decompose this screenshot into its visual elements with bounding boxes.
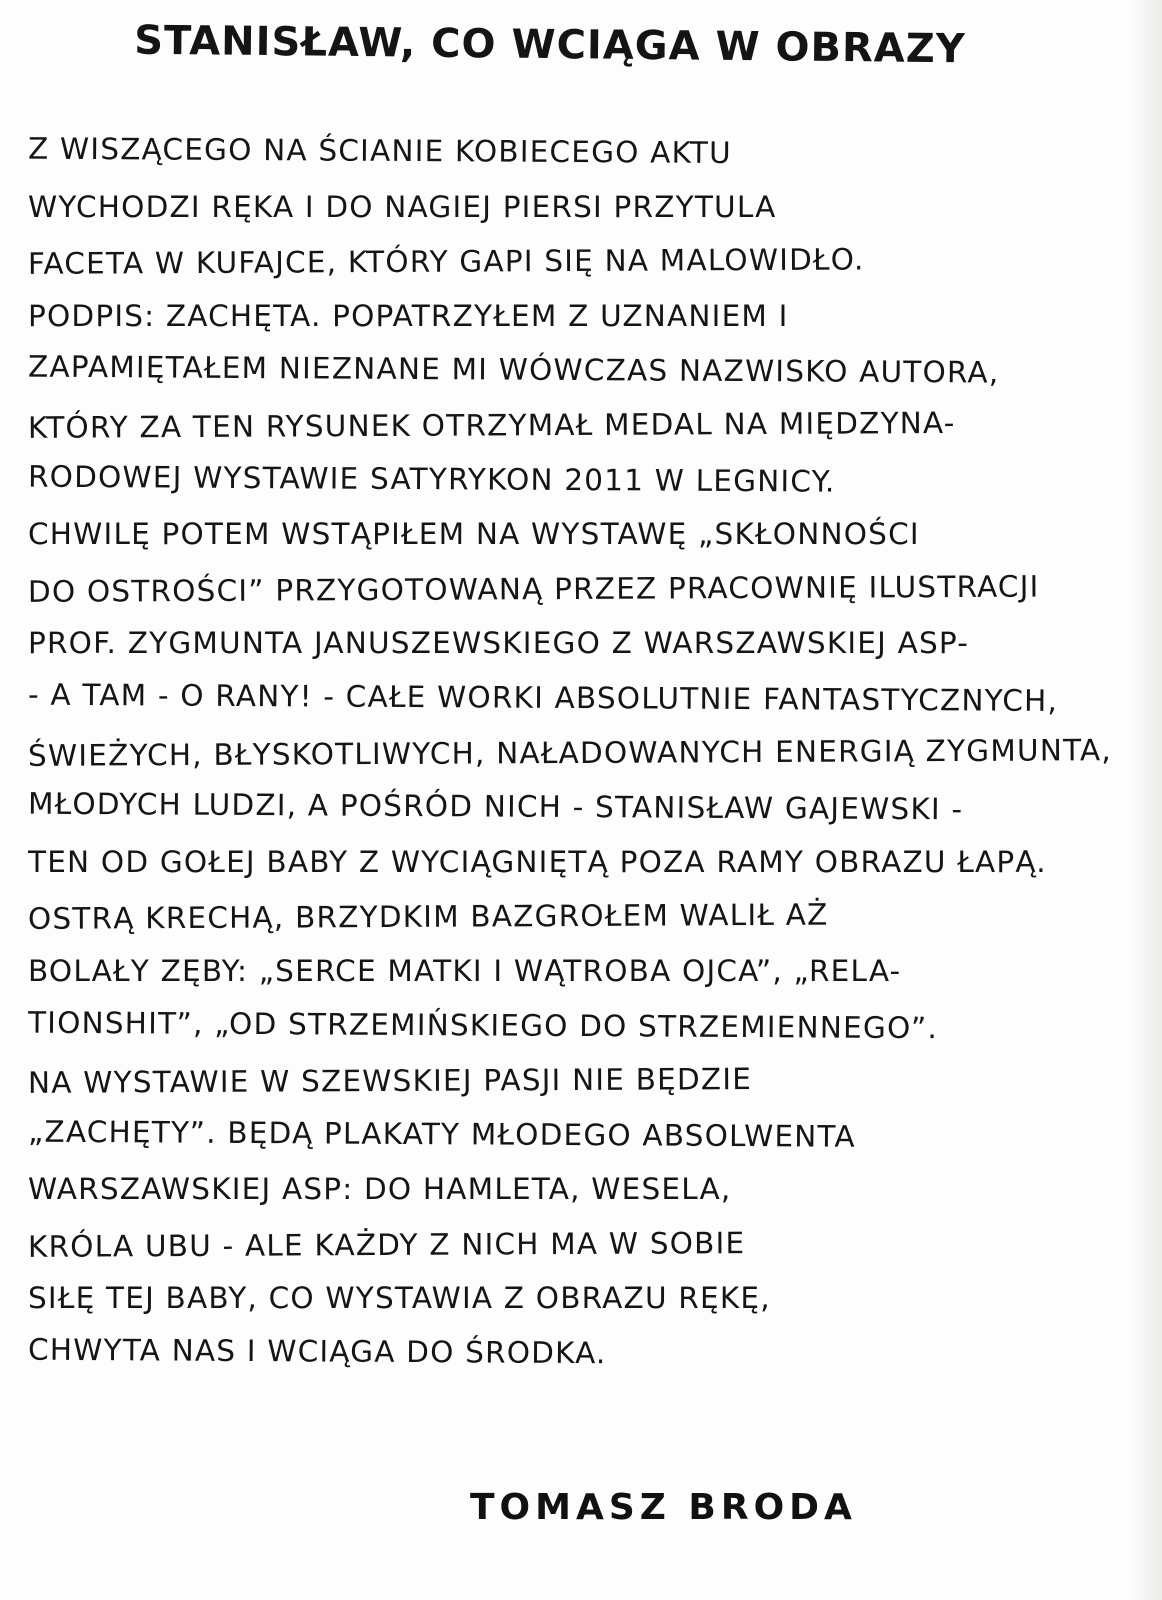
text-line: DO OSTROŚCI” PRZYGOTOWANĄ PRZEZ PRACOWNIĘ ILUSTRACJI xyxy=(27,569,1040,609)
text-line: ZAPAMIĘTAŁEM NIEZNANE MI WÓWCZAS NAZWISKO AUTORA, xyxy=(27,350,1000,390)
text-line: ŚWIEŻYCH, BŁYSKOTLIWYCH, NAŁADOWANYCH ENERGIĄ ZYGMUNTA, xyxy=(27,732,1113,773)
text-line: NA WYSTAWIE W SZEWSKIEJ PASJI NIE BĘDZIE xyxy=(27,1062,753,1100)
text-line: MŁODYCH LUDZI, A POŚRÓD NICH - STANISŁAW GAJEWSKI - xyxy=(27,786,964,827)
text-line: OSTRĄ KRECHĄ, BRZYDKIM BAZGROŁEM WALIŁ AŻ xyxy=(27,897,829,937)
text-line: „ZACHĘTY”. BĘDĄ PLAKATY MŁODEGO ABSOLWENTA xyxy=(27,1114,856,1154)
text-line: RODOWEJ WYSTAWIE SATYRYKON 2011 W LEGNICY. xyxy=(27,459,836,499)
text-line: WYCHODZI RĘKA I DO NAGIEJ PIERSI PRZYTULA xyxy=(28,189,777,224)
text-line: CHWYTA NAS I WCIĄGA DO ŚRODKA. xyxy=(27,1332,607,1371)
text-line: Z WISZĄCEGO NA ŚCIANIE KOBIECEGO AKTU xyxy=(27,131,732,170)
text-line: PODPIS: ZACHĘTA. POPATRZYŁEM Z UZNANIEM I xyxy=(28,298,789,333)
text-line: FACETA W KUFAJCE, KTÓRY GAPI SIĘ NA MALOWIDŁO. xyxy=(27,242,865,282)
text-line: WARSZAWSKIEJ ASP: DO HAMLETA, WESELA, xyxy=(28,1172,732,1207)
text-line: KRÓLA UBU - ALE KAŻDY Z NICH MA W SOBIE xyxy=(27,1225,746,1264)
scan-edge xyxy=(1128,0,1162,1600)
text-line: - A TAM - O RANY! - CAŁE WORKI ABSOLUTNIE FANTASTYCZNYCH, xyxy=(27,677,1059,718)
author-signature: TOMASZ BRODA xyxy=(470,1487,857,1528)
document-body xyxy=(28,125,1118,1381)
document-title: STANISŁAW, CO WCIĄGA W OBRAZY xyxy=(134,17,966,73)
text-line: TEN OD GOŁEJ BABY Z WYCIĄGNIĘTĄ POZA RAMY OBRAZU ŁAPĄ. xyxy=(28,844,1047,879)
text-line: KTÓRY ZA TEN RYSUNEK OTRZYMAŁ MEDAL NA MIĘDZYNA- xyxy=(27,405,956,445)
text-line: TIONSHIT”, „OD STRZEMIŃSKIEGO DO STRZEMIENNEGO”. xyxy=(27,1005,939,1045)
text-line: PROF. ZYGMUNTA JANUSZEWSKIEGO Z WARSZAWSKIEJ ASP- xyxy=(28,626,970,661)
text-line: BOLAŁY ZĘBY: „SERCE MATKI I WĄTROBA OJCA”, „RELA- xyxy=(28,953,902,988)
text-line: CHWILĘ POTEM WSTĄPIŁEM NA WYSTAWĘ „SKŁONNOŚCI xyxy=(28,517,920,552)
text-line: SIŁĘ TEJ BABY, CO WYSTAWIA Z OBRAZU RĘKĘ, xyxy=(28,1281,771,1316)
